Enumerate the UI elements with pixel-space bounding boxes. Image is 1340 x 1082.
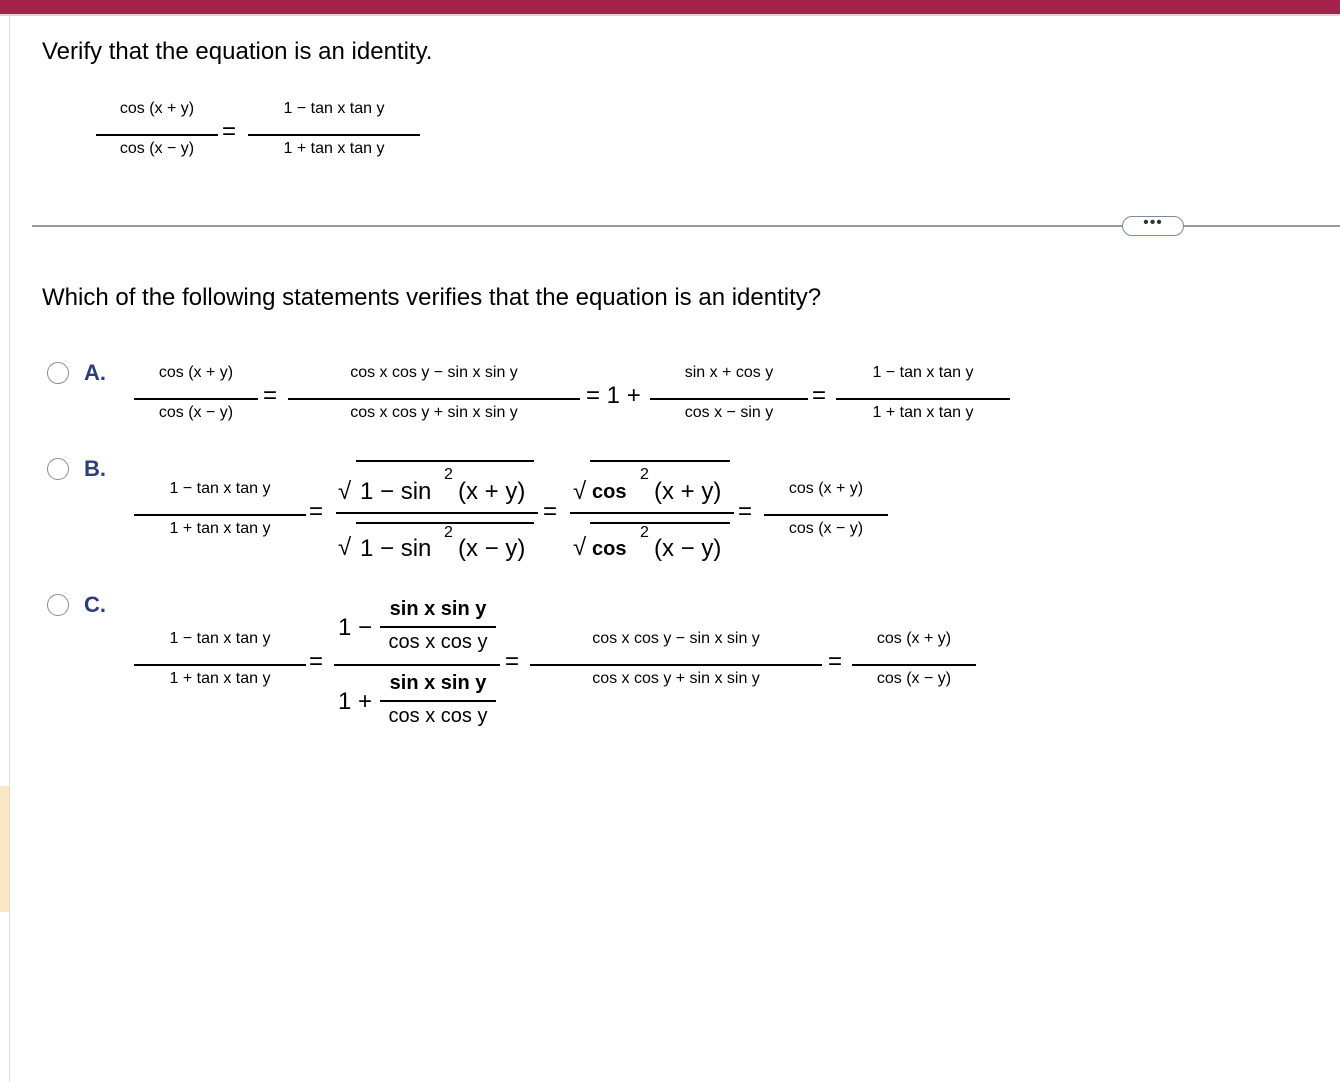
- option-b-r1-num-text: 1 − sin: [360, 478, 432, 505]
- left-highlight-strip: [0, 786, 9, 912]
- main-lhs-fraction: [96, 100, 218, 172]
- option-b-r1-num: [360, 478, 431, 506]
- option-c-frac-3-den: cos x cos y + sin x sin y: [592, 670, 760, 687]
- option-b-r2-num: cos: [592, 481, 627, 503]
- main-lhs-denominator: cos (x − y): [119, 140, 195, 157]
- option-a-frac-3-num: sin x + cos y: [684, 364, 774, 381]
- option-a-frac-4: [836, 364, 1010, 436]
- option-a-frac-1: [134, 364, 258, 436]
- question-text: Which of the following statements verifies that the equation is an identity?: [42, 284, 822, 311]
- option-b-r2-num-arg: (x + y): [654, 478, 722, 505]
- option-b-r2-den-exp: 2: [640, 524, 649, 541]
- option-c-cden-num: sin x sin y: [389, 672, 487, 694]
- option-c-letter: C.: [84, 592, 106, 617]
- sqrt-icon: √: [338, 478, 352, 505]
- main-rhs-numerator: 1 − tan x tan y: [283, 100, 385, 117]
- option-c-radio[interactable]: [47, 594, 69, 616]
- option-c-complex-bar: [334, 664, 500, 666]
- option-c-cnum-den: cos x cos y: [388, 631, 488, 653]
- radical-overline: [590, 460, 730, 462]
- option-c-cden-den: cos x cos y: [388, 705, 488, 727]
- option-a-frac-4-num: 1 − tan x tan y: [872, 364, 974, 381]
- option-c-cnum-num: sin x sin y: [389, 598, 487, 620]
- option-c-cden-bar: [380, 700, 496, 702]
- option-a-letter: A.: [84, 360, 106, 385]
- problem-title: Verify that the equation is an identity.: [42, 38, 433, 65]
- main-equals: =: [222, 118, 237, 145]
- main-rhs-fraction: [248, 100, 420, 172]
- option-c-cden-frac: [380, 672, 496, 732]
- option-c-frac-1: [134, 630, 306, 702]
- option-c-frac-3: [530, 630, 822, 702]
- more-options-button[interactable]: •••: [1122, 216, 1184, 236]
- option-b-frac-4-bar: [764, 514, 888, 516]
- option-b-r1-num-exp: 2: [444, 466, 453, 483]
- option-b-frac-1-bar: [134, 514, 306, 516]
- option-b-letter: B.: [84, 456, 106, 481]
- option-b-r1-den-arg: (x − y): [458, 535, 526, 562]
- sqrt-icon: √: [573, 534, 587, 561]
- option-c-cnum-frac: [380, 598, 496, 658]
- option-b-r2-num-exp: 2: [640, 466, 649, 483]
- option-b-r2-den-arg: (x − y): [654, 535, 722, 562]
- option-a-frac-1-den: cos (x − y): [158, 404, 234, 421]
- option-a-eq-2: = 1 +: [586, 382, 641, 409]
- option-c-frac-3-num: cos x cos y − sin x sin y: [592, 630, 760, 647]
- option-c-cnum-bar: [380, 626, 496, 628]
- option-b-eq-3: =: [738, 498, 753, 525]
- option-b-r1-num-arg: (x + y): [458, 478, 526, 505]
- sqrt-icon: √: [338, 534, 352, 561]
- option-a-frac-2: [288, 364, 580, 436]
- option-a-frac-3: [650, 364, 808, 436]
- sqrt-icon: √: [573, 478, 587, 505]
- option-b-r2-den: cos: [592, 538, 627, 560]
- option-a-frac-4-den: 1 + tan x tan y: [872, 404, 974, 421]
- option-a-frac-3-den: cos x − sin y: [684, 404, 774, 421]
- main-lhs-bar: [96, 134, 218, 136]
- option-b-frac-4-den: cos (x − y): [788, 520, 864, 537]
- option-b-eq-1: =: [309, 498, 324, 525]
- option-b-frac-4: [764, 480, 888, 552]
- main-rhs-denominator: 1 + tan x tan y: [283, 140, 385, 157]
- option-a-frac-1-num: cos (x + y): [158, 364, 234, 381]
- option-a-frac-2-bar: [288, 398, 580, 400]
- option-c-frac-4-num: cos (x + y): [876, 630, 952, 647]
- option-b-r1-bar: [336, 512, 538, 514]
- option-c-frac-4-bar: [852, 664, 976, 666]
- option-c-frac-4-den: cos (x − y): [876, 670, 952, 687]
- option-c-frac-1-den: 1 + tan x tan y: [169, 670, 271, 687]
- option-c-cnum-prefix: 1 −: [338, 614, 373, 641]
- option-c-eq-3: =: [828, 648, 843, 675]
- option-a-frac-4-bar: [836, 398, 1010, 400]
- option-b-frac-1-den: 1 + tan x tan y: [169, 520, 271, 537]
- option-b-eq-2: =: [543, 498, 558, 525]
- option-b-r1-den-exp: 2: [444, 524, 453, 541]
- top-accent-line: [0, 14, 1340, 16]
- option-a-frac-2-den: cos x cos y + sin x sin y: [350, 404, 518, 421]
- option-c-frac-3-bar: [530, 664, 822, 666]
- left-border: [9, 16, 10, 1082]
- option-b-radio[interactable]: [47, 458, 69, 480]
- option-b-frac-1-num: 1 − tan x tan y: [169, 480, 271, 497]
- option-c-cden-prefix: 1 +: [338, 688, 373, 715]
- option-b-r1-den-text: 1 − sin: [360, 535, 432, 562]
- option-b-frac-1: [134, 480, 306, 552]
- top-accent-bar: [0, 0, 1340, 14]
- option-c-frac-1-bar: [134, 664, 306, 666]
- option-c-frac-1-num: 1 − tan x tan y: [169, 630, 271, 647]
- option-c-eq-2: =: [505, 648, 520, 675]
- option-a-eq-1: =: [263, 382, 278, 409]
- radical-overline: [590, 522, 730, 524]
- option-b-r2-bar: [570, 512, 734, 514]
- option-c-frac-4: [852, 630, 976, 702]
- option-c-eq-1: =: [309, 648, 324, 675]
- main-rhs-bar: [248, 134, 420, 136]
- option-a-frac-3-bar: [650, 398, 808, 400]
- option-b-frac-4-num: cos (x + y): [788, 480, 864, 497]
- option-a-frac-2-num: cos x cos y − sin x sin y: [350, 364, 518, 381]
- option-a-frac-1-bar: [134, 398, 258, 400]
- main-lhs-numerator: cos (x + y): [119, 100, 195, 117]
- option-a-radio[interactable]: [47, 362, 69, 384]
- option-b-r1-den: [360, 535, 431, 563]
- radical-overline: [356, 460, 534, 462]
- option-a-eq-3: =: [812, 382, 827, 409]
